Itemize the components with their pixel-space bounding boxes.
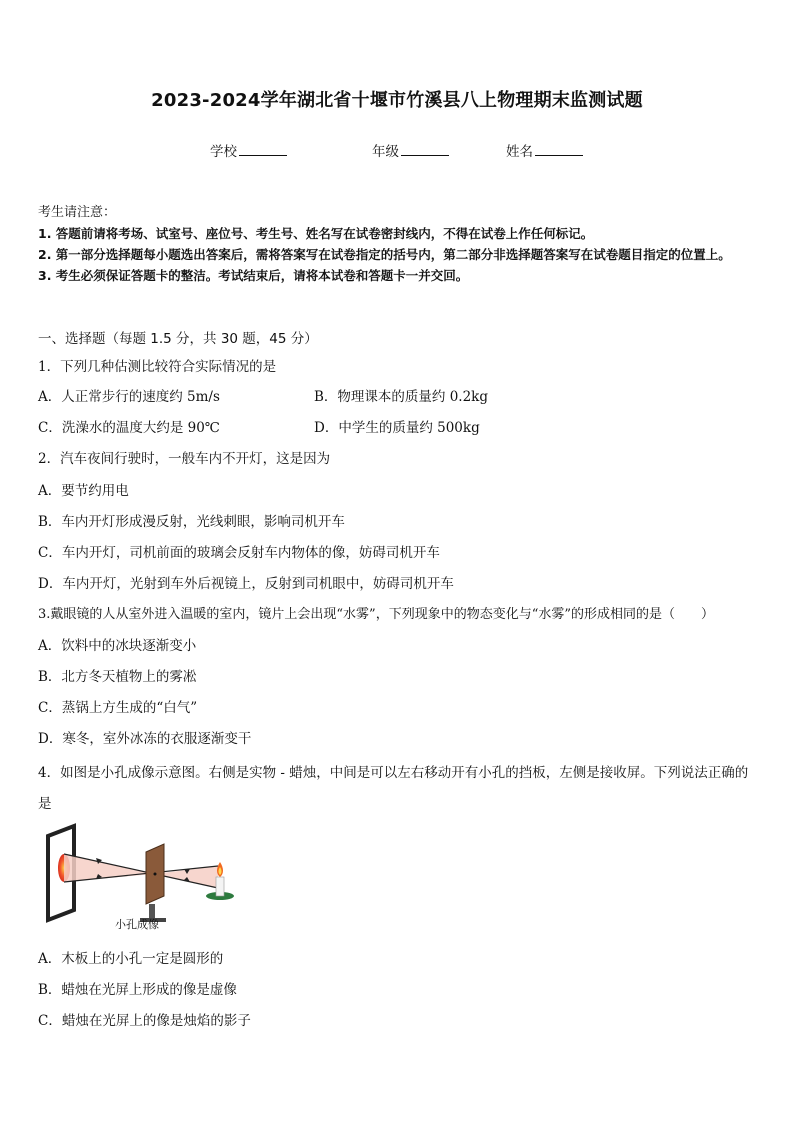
option-b: B．北方冬天植物上的雾凇 xyxy=(38,669,197,685)
grade-blank xyxy=(401,143,449,156)
name-blank xyxy=(535,143,583,156)
notice-item: 1. 答题前请将考场、试室号、座位号、考生号、姓名写在试卷密封线内，不得在试卷上作任何标记。 xyxy=(38,226,594,241)
option-c: C．洗澡水的温度大约是 90℃ xyxy=(38,420,220,436)
notice-item: 3. 考生必须保证答题卡的整洁。考试结束后，请将本试卷和答题卡一并交回。 xyxy=(38,268,469,283)
option-a: A．要节约用电 xyxy=(38,483,129,499)
school-blank xyxy=(239,143,287,156)
question-stem: 3.戴眼镜的人从室外进入温暖的室内，镜片上会出现“水雾”，下列现象中的物态变化与“水雾”的形成相同的是（ ） xyxy=(38,607,714,622)
grade-field xyxy=(372,140,449,160)
notice-heading: 考生请注意： xyxy=(38,205,117,220)
grade-label: 年级 xyxy=(372,144,399,160)
question-stem: 1．下列几种估测比较符合实际情况的是 xyxy=(38,359,277,375)
option-c: C．车内开灯，司机前面的玻璃会反射车内物体的像，妨碍司机开车 xyxy=(38,545,440,561)
option-a: A．人正常步行的速度约 5m/s xyxy=(38,389,220,405)
question-stem: 2．汽车夜间行驶时，一般车内不开灯，这是因为 xyxy=(38,451,331,467)
option-a: A．饮料中的冰块逐渐变小 xyxy=(38,638,197,654)
pinhole xyxy=(154,873,157,876)
option-b: B．物理课本的质量约 0.2kg xyxy=(314,389,489,405)
option-d: D．寒冬，室外冰冻的衣服逐渐变干 xyxy=(38,731,252,747)
section-heading: 一、选择题（每题 1.5 分，共 30 题，45 分） xyxy=(38,331,318,347)
school-label: 学校 xyxy=(210,144,237,160)
name-field xyxy=(506,140,583,160)
page-title: 2023-2024学年湖北省十堰市竹溪县八上物理期末监测试题 xyxy=(151,90,643,111)
notice-item: 2. 第一部分选择题每小题选出答案后，需将答案写在试卷指定的括号内，第二部分非选择题答案写在试卷题目指定的位置上。 xyxy=(38,247,731,262)
option-d: D．车内开灯，光射到车外后视镜上，反射到司机眼中，妨碍司机开车 xyxy=(38,576,454,592)
school-field xyxy=(210,140,287,160)
option-b: B．车内开灯形成漫反射，光线刺眼，影响司机开车 xyxy=(38,514,345,530)
option-d: D．中学生的质量约 500kg xyxy=(314,420,480,436)
option-c: C．蒸锅上方生成的“白气” xyxy=(38,700,198,716)
option-b: B．蜡烛在光屏上形成的像是虚像 xyxy=(38,982,237,998)
figure-caption: 小孔成像 xyxy=(115,918,159,931)
notice-block xyxy=(38,202,760,286)
candle-body xyxy=(216,877,224,896)
question-stem: 4．如图是小孔成像示意图。右侧是实物 - 蜡烛，中间是可以左右移动开有小孔的挡板，左侧是接收屏。下列说法正确的是 xyxy=(38,765,749,812)
option-a: A．木板上的小孔一定是圆形的 xyxy=(38,951,224,967)
option-c: C．蜡烛在光屏上的像是烛焰的影子 xyxy=(38,1013,251,1029)
name-label: 姓名 xyxy=(506,144,533,160)
